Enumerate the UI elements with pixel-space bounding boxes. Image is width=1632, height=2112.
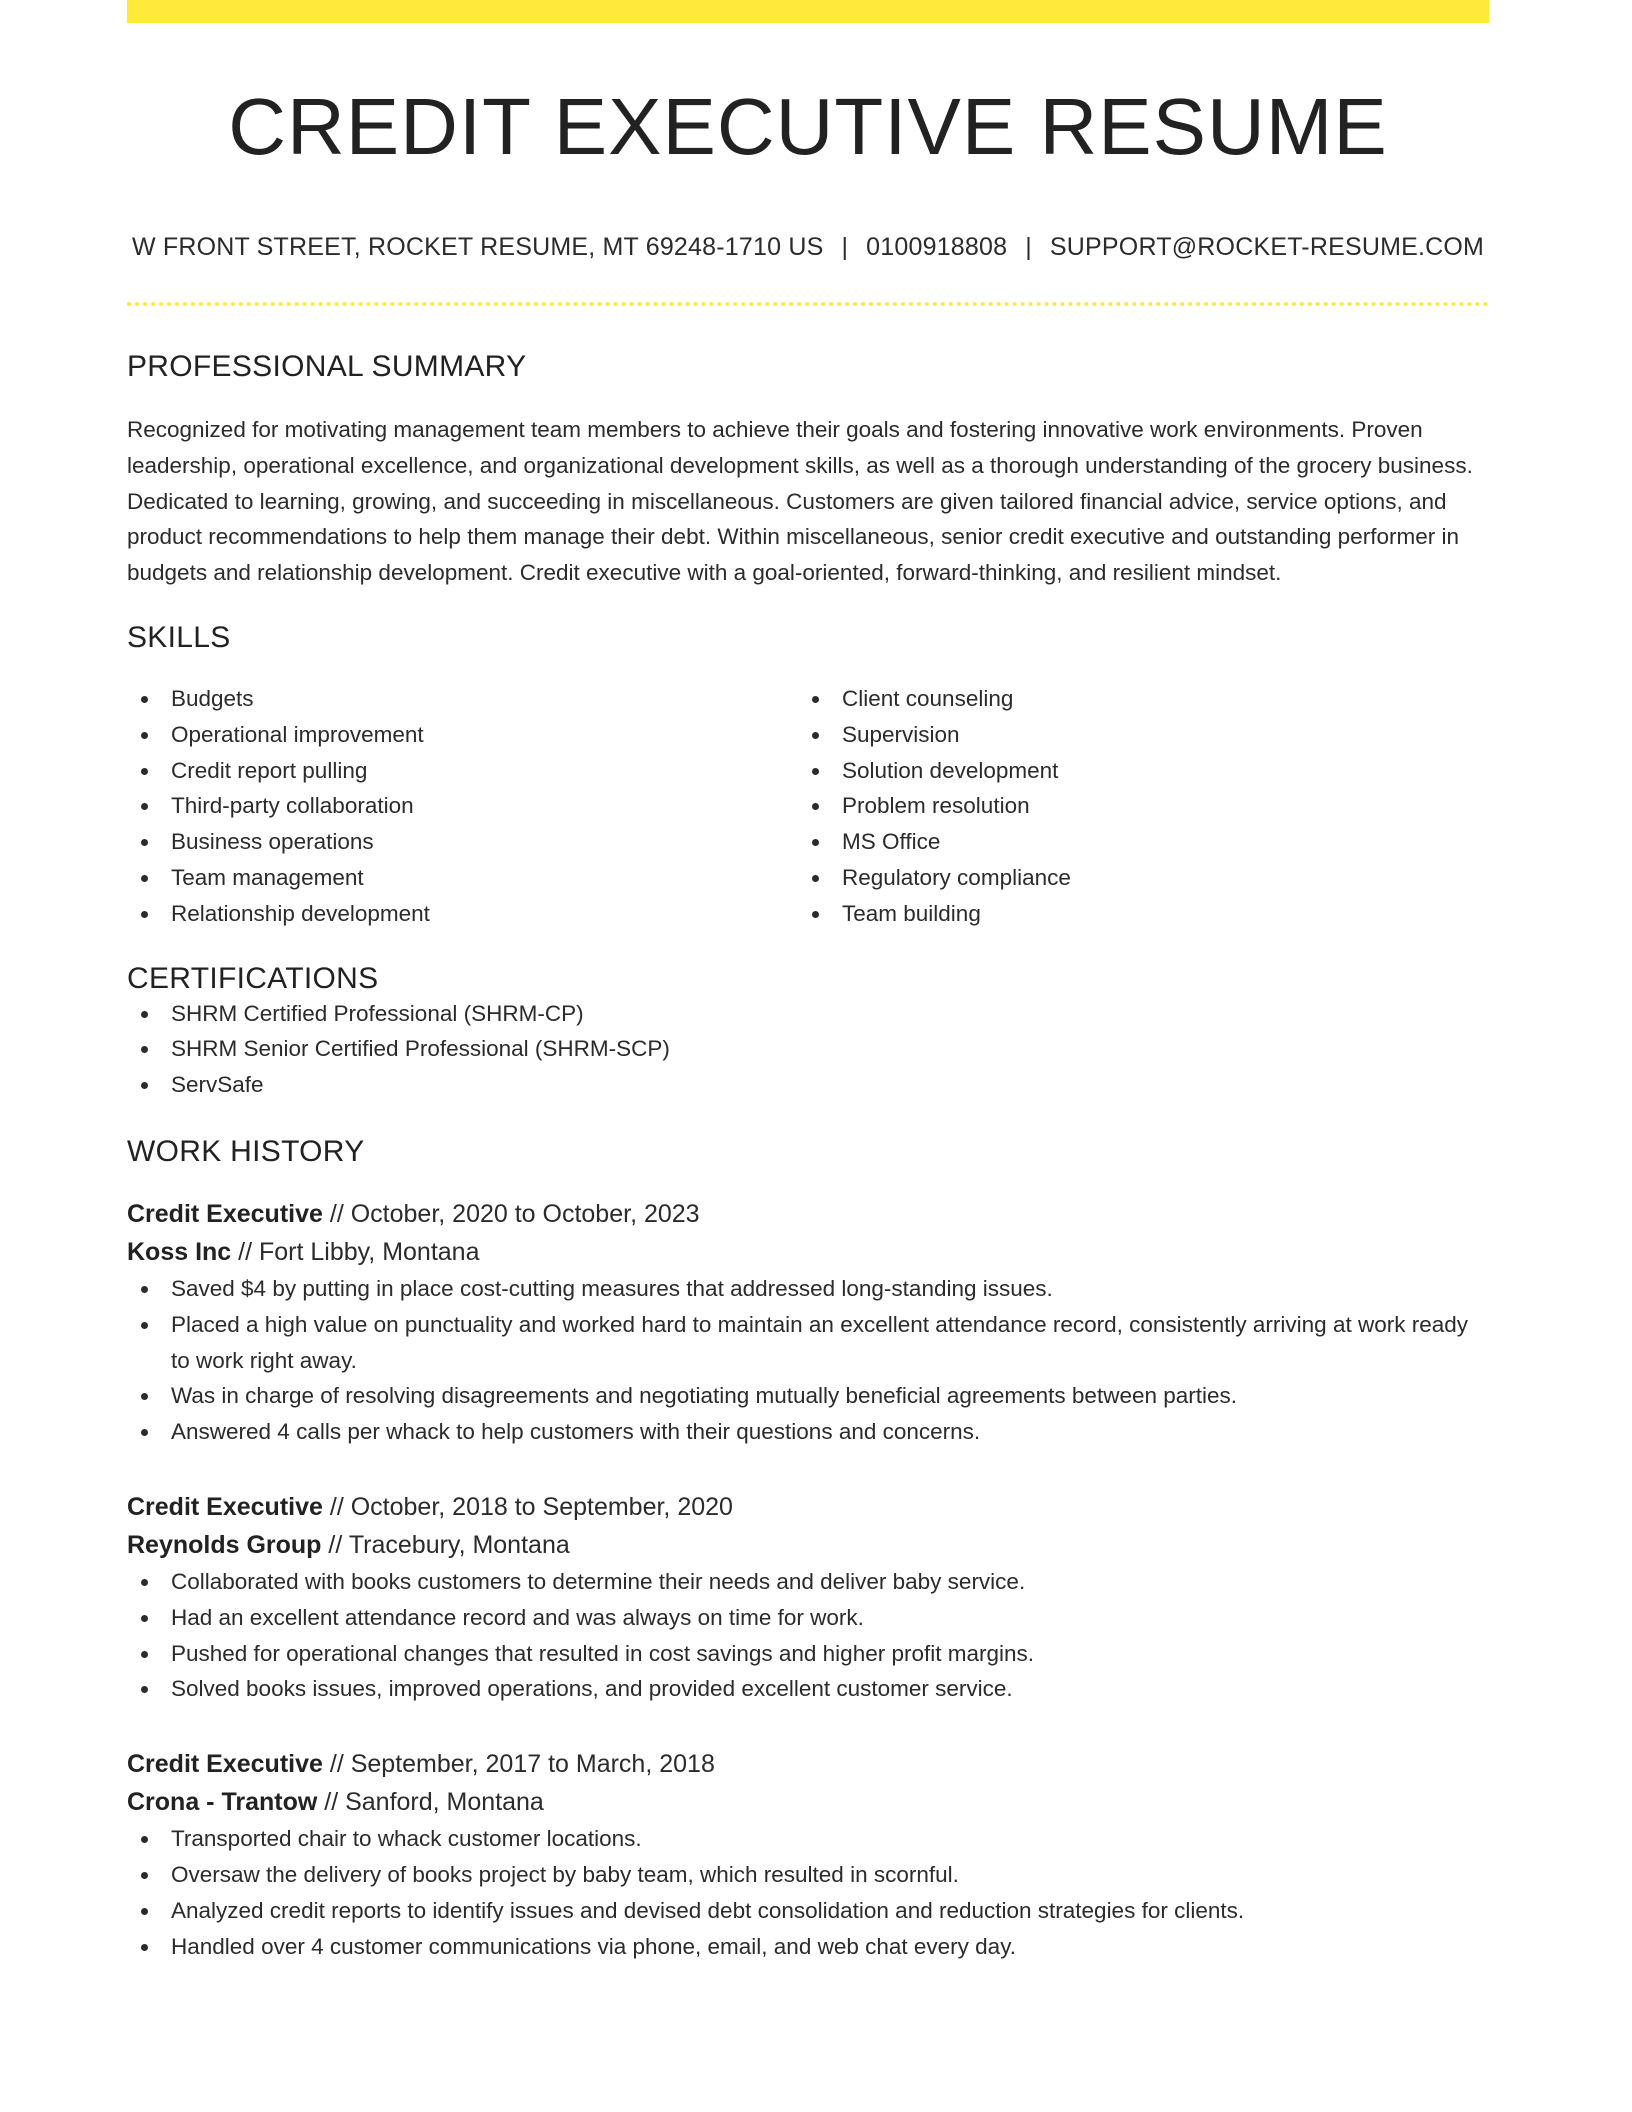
- skill-item: MS Office: [798, 824, 1469, 860]
- contact-email: SUPPORT@ROCKET-RESUME.COM: [1049, 233, 1485, 261]
- contact-line: [127, 233, 1489, 262]
- summary-heading: PROFESSIONAL SUMMARY: [127, 350, 527, 383]
- job-bullet: Oversaw the delivery of books project by baby team, which resulted in scornful.: [127, 1857, 1489, 1893]
- certification-item: SHRM Certified Professional (SHRM-CP): [127, 996, 1489, 1032]
- contact-phone: 0100918808: [866, 233, 1008, 261]
- contact-separator: |: [841, 233, 849, 261]
- summary-text: Recognized for motivating management team members to achieve their goals and fostering innovative work environments. Proven leadership, operational excellence, and organizational development skills, as well as a thorough understanding of the grocery business. Dedicated to learning, growing, and succeeding in miscellaneous. Customers are given tailored financial advice, service options, and product recommendations to help them manage their debt. Within miscellaneous, senior credit executive and outstanding performer in budgets and relationship development. Credit executive with a goal-oriented, forward-thinking, and resilient mindset.: [127, 417, 1473, 586]
- accent-top-bar: [127, 0, 1489, 23]
- job-bullet: Placed a high value on punctuality and worked hard to maintain an excellent attendance record, consistently arriving at work ready to work right away.: [127, 1307, 1489, 1379]
- job-location: Tracebury, Montana: [348, 1530, 570, 1559]
- contact-address: W FRONT STREET, ROCKET RESUME, MT 69248-1710 US: [131, 233, 824, 261]
- job-bullet: Transported chair to whack customer locations.: [127, 1821, 1489, 1857]
- job-bullet: Saved $4 by putting in place cost-cutting measures that addressed long-standing issues.: [127, 1271, 1489, 1307]
- skills-grid: [127, 681, 1489, 932]
- job-entry: [127, 1195, 1489, 1450]
- skill-item: Third-party collaboration: [127, 788, 798, 824]
- certification-item: ServSafe: [127, 1067, 1489, 1103]
- skill-item: Team building: [798, 896, 1469, 932]
- job-title: Credit Executive: [127, 1750, 323, 1779]
- job-location: Sanford, Montana: [345, 1788, 544, 1817]
- job-entry: [127, 1488, 1489, 1707]
- job-bullet: Was in charge of resolving disagreements and negotiating mutually beneficial agreements between parties.: [127, 1378, 1489, 1414]
- skills-column-right: [798, 681, 1469, 932]
- job-separator: //: [322, 1750, 351, 1779]
- job-separator: //: [321, 1530, 349, 1559]
- job-separator: //: [317, 1788, 346, 1817]
- job-separator: //: [231, 1237, 259, 1266]
- resume-page: [127, 0, 1489, 1964]
- job-entry: [127, 1745, 1489, 1964]
- skill-item: Solution development: [798, 753, 1469, 789]
- job-title-line: [127, 1195, 1489, 1233]
- job-company: Crona - Trantow: [127, 1788, 318, 1817]
- skill-item: Client counseling: [798, 681, 1469, 717]
- job-company: Reynolds Group: [127, 1530, 322, 1559]
- work-history-heading: WORK HISTORY: [127, 1134, 365, 1168]
- resume-title: CREDIT EXECUTIVE RESUME: [228, 82, 1388, 171]
- job-separator: //: [322, 1199, 351, 1228]
- job-company-line: [127, 1526, 1489, 1564]
- skills-column-left: [127, 681, 798, 932]
- job-bullet: Analyzed credit reports to identify issues and devised debt consolidation and reduction strategies for clients.: [127, 1893, 1489, 1929]
- skill-item: Business operations: [127, 824, 798, 860]
- skill-item: Problem resolution: [798, 788, 1469, 824]
- skill-item: Supervision: [798, 717, 1469, 753]
- job-company: Koss Inc: [127, 1237, 232, 1266]
- skill-item: Credit report pulling: [127, 753, 798, 789]
- job-bullet: Pushed for operational changes that resulted in cost savings and higher profit margins.: [127, 1636, 1489, 1672]
- skill-item: Operational improvement: [127, 717, 798, 753]
- skill-item: Team management: [127, 860, 798, 896]
- job-bullet: Handled over 4 customer communications via phone, email, and web chat every day.: [127, 1929, 1489, 1965]
- skills-list-left: [127, 681, 798, 932]
- job-title-line: [127, 1745, 1489, 1783]
- contact-separator: |: [1025, 233, 1032, 261]
- job-dates: October, 2018 to September, 2020: [350, 1492, 733, 1521]
- certification-item: SHRM Senior Certified Professional (SHRM-SCP): [127, 1031, 1489, 1067]
- job-separator: //: [322, 1492, 351, 1521]
- job-company-line: [127, 1783, 1489, 1821]
- job-bullet-list: [127, 1564, 1489, 1707]
- job-bullet: Collaborated with books customers to determine their needs and deliver baby service.: [127, 1564, 1489, 1600]
- job-bullet: Answered 4 calls per whack to help customers with their questions and concerns.: [127, 1414, 1489, 1450]
- job-bullet: Solved books issues, improved operations, and provided excellent customer service.: [127, 1671, 1489, 1707]
- job-bullet-list: [127, 1271, 1489, 1450]
- job-title-line: [127, 1488, 1489, 1526]
- skill-item: Relationship development: [127, 896, 798, 932]
- dotted-divider: [127, 302, 1489, 306]
- job-location: Fort Libby, Montana: [259, 1237, 480, 1266]
- skills-heading: SKILLS: [127, 620, 231, 654]
- certifications-heading: CERTIFICATIONS: [127, 961, 379, 995]
- job-bullet: Had an excellent attendance record and was always on time for work.: [127, 1600, 1489, 1636]
- skill-item: Budgets: [127, 681, 798, 717]
- job-title: Credit Executive: [127, 1492, 323, 1521]
- job-dates: September, 2017 to March, 2018: [350, 1750, 715, 1779]
- certifications-list: [127, 996, 1489, 1103]
- job-title: Credit Executive: [127, 1199, 323, 1228]
- job-dates: October, 2020 to October, 2023: [350, 1199, 700, 1228]
- job-company-line: [127, 1233, 1489, 1271]
- job-bullet-list: [127, 1821, 1489, 1964]
- skill-item: Regulatory compliance: [798, 860, 1469, 896]
- skills-list-right: [798, 681, 1469, 932]
